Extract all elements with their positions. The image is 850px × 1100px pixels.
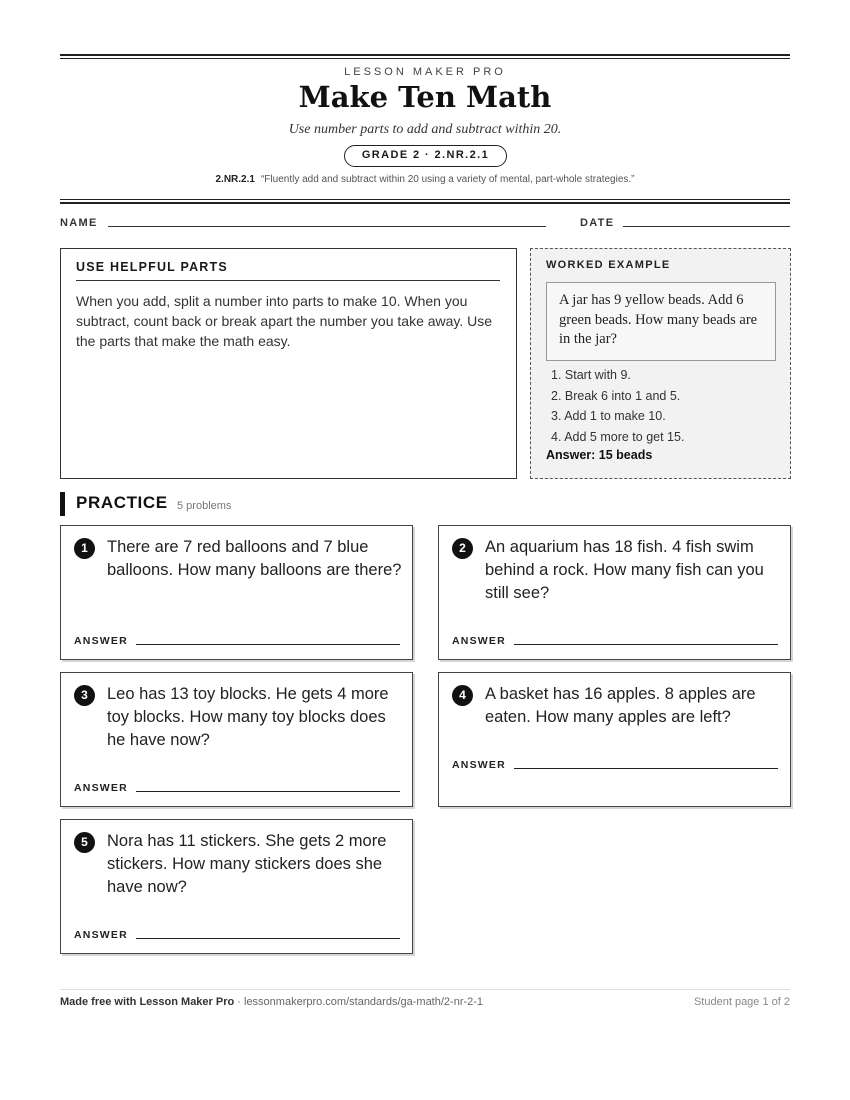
footer-page-number: Student page 1 of 2 — [693, 996, 790, 1008]
problem-card — [438, 525, 791, 660]
footer-divider — [60, 989, 790, 990]
worked-example-step: 4. Add 5 more to get 15. — [551, 429, 685, 444]
problem-number: 4 — [452, 685, 473, 706]
problem-card — [60, 525, 413, 660]
problem-card — [60, 672, 413, 807]
problem-text: An aquarium has 18 fish. 4 fish swim behind a rock. How many fish can you still see? — [485, 538, 764, 602]
answer-label: ANSWER — [452, 759, 506, 771]
name-field[interactable] — [108, 226, 546, 227]
problem-text: Nora has 11 stickers. She gets 2 more stickers. How many stickers does she have now? — [107, 832, 387, 896]
worked-example-steps — [551, 365, 684, 447]
header-top-rule — [60, 54, 790, 59]
footer-made-with: Made free with Lesson Maker Pro — [60, 996, 235, 1008]
practice-accent-bar — [60, 492, 65, 516]
worked-example-problem: A jar has 9 yellow beads. Add 6 green beads. How many beads are in the jar? — [546, 282, 776, 361]
answer-line[interactable] — [136, 938, 400, 939]
page-title: Make Ten Math — [298, 80, 552, 114]
date-field[interactable] — [623, 226, 790, 227]
answer-line[interactable] — [136, 791, 400, 792]
problem-text: A basket has 16 apples. 8 apples are eaten. How many apples are left? — [485, 685, 756, 726]
worked-example-step: 1. Start with 9. — [551, 368, 631, 382]
answer-label: ANSWER — [452, 635, 506, 647]
strategy-body: When you add, split a number into parts to make 10. When you subtract, count back or break apart the number you take away. Use the parts that make the math easy. — [76, 293, 493, 349]
problem-number: 2 — [452, 538, 473, 559]
problem-text: There are 7 red balloons and 7 blue balloons. How many balloons are there? — [107, 538, 402, 579]
date-label: DATE — [580, 217, 615, 229]
problem-text: Leo has 13 toy blocks. He gets 4 more toy blocks. How many toy blocks does he have now? — [107, 685, 389, 749]
name-label: NAME — [60, 217, 98, 229]
strategy-heading: USE HELPFUL PARTS — [76, 260, 500, 281]
worked-example-step: 2. Break 6 into 1 and 5. — [551, 388, 681, 403]
worked-example-heading: WORKED EXAMPLE — [546, 259, 671, 271]
worked-example-answer: Answer: 15 beads — [546, 448, 653, 462]
problem-number: 5 — [74, 832, 95, 853]
standard-code: 2.NR.2.1 — [215, 174, 255, 185]
worked-example-step: 3. Add 1 to make 10. — [551, 409, 666, 423]
grade-badge: GRADE 2 · 2.NR.2.1 — [344, 145, 507, 167]
problem-card — [60, 819, 413, 954]
answer-line[interactable] — [514, 644, 778, 645]
answer-label: ANSWER — [74, 929, 128, 941]
problem-number: 1 — [74, 538, 95, 559]
page-subtitle: Use number parts to add and subtract within 20. — [288, 122, 562, 137]
problem-card — [438, 672, 791, 807]
standard-line — [60, 174, 790, 185]
practice-title: PRACTICE — [76, 493, 168, 512]
header-bottom-rule — [60, 199, 790, 204]
brand-name: LESSON MAKER PRO — [344, 66, 506, 78]
footer-credit — [60, 996, 483, 1008]
answer-label: ANSWER — [74, 782, 128, 794]
worked-example-box — [530, 248, 791, 479]
answer-line[interactable] — [136, 644, 400, 645]
strategy-box — [60, 248, 517, 479]
answer-line[interactable] — [514, 768, 778, 769]
footer-url[interactable]: · lessonmakerpro.com/standards/ga-math/2-nr-2-1 — [234, 996, 484, 1008]
problem-number: 3 — [74, 685, 95, 706]
practice-count: 5 problems — [177, 500, 232, 512]
standard-text: “Fluently add and subtract within 20 using a variety of mental, part-whole strategies.” — [260, 174, 635, 185]
answer-label: ANSWER — [74, 635, 128, 647]
